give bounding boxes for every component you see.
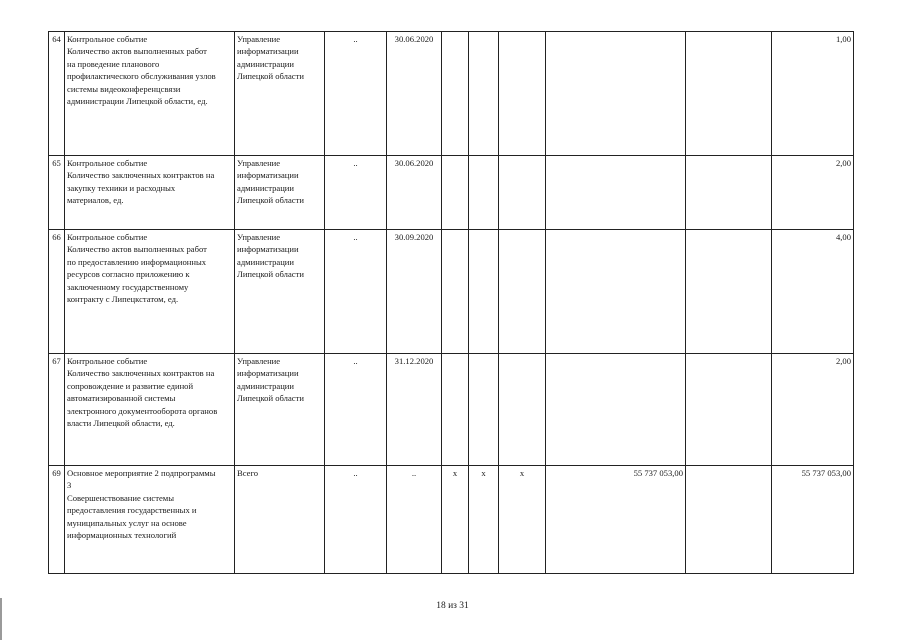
start-date-cell: ..	[325, 156, 387, 230]
description-cell	[65, 466, 235, 574]
description-line: информационных технологий	[67, 530, 177, 541]
end-date-cell: ..	[387, 466, 442, 574]
description-line: администрации Липецкой области, ед.	[67, 96, 208, 107]
description-line: предоставления государственных и	[67, 505, 197, 516]
amount-cell-1	[546, 156, 686, 230]
page-number: 18 из 31	[436, 601, 469, 611]
total-cell: 4,00	[772, 230, 854, 354]
amount-cell-2	[686, 354, 772, 466]
amount-cell-2	[686, 466, 772, 574]
description-line: закупку техники и расходных	[67, 182, 176, 193]
executor-line: администрации	[237, 182, 295, 193]
code-cell-2	[469, 156, 499, 230]
table-row	[49, 354, 854, 466]
description-line: профилактического обслуживания узлов	[67, 71, 216, 82]
description-cell	[65, 354, 235, 466]
end-date-cell: 30.09.2020	[387, 230, 442, 354]
code-cell-2	[469, 230, 499, 354]
description-line: контракту с Липецкстатом, ед.	[67, 294, 179, 305]
description-line: Контрольное событие	[67, 34, 148, 44]
executor-line: администрации	[237, 256, 295, 267]
description-line: власти Липецкой области, ед.	[67, 418, 175, 429]
row-number-cell: 69	[49, 466, 65, 574]
description-line: Основное мероприятие 2 подпрограммы	[67, 468, 216, 478]
description-line: сопровождение и развитие единой	[67, 380, 194, 391]
executor-line: Управление	[237, 158, 281, 168]
description-line: по предоставлению информационных	[67, 256, 207, 267]
total-cell: 55 737 053,00	[772, 466, 854, 574]
executor-line: Липецкой области	[237, 269, 304, 280]
code-cell-3: x	[499, 466, 546, 574]
code-cell-3	[499, 354, 546, 466]
total-cell: 2,00	[772, 354, 854, 466]
executor-line: Управление	[237, 232, 281, 242]
row-number-cell: 66	[49, 230, 65, 354]
amount-cell-2	[686, 230, 772, 354]
description-line: Контрольное событие	[67, 158, 148, 168]
code-cell-1	[442, 230, 469, 354]
table-row	[49, 466, 854, 574]
description-cell	[65, 32, 235, 156]
code-cell-2	[469, 32, 499, 156]
executor-line: администрации	[237, 58, 295, 69]
start-date-cell: ..	[325, 230, 387, 354]
description-line: материалов, ед.	[67, 195, 124, 206]
table-row	[49, 156, 854, 230]
code-cell-2	[469, 354, 499, 466]
executor-line: Управление	[237, 34, 281, 44]
executor-cell	[235, 32, 325, 156]
description-line: Количество актов выполненных работ	[67, 244, 207, 255]
description-line: Совершенствование системы	[67, 492, 174, 503]
executor-line: информатизации	[237, 368, 299, 379]
start-date-cell: ..	[325, 354, 387, 466]
end-date-cell: 31.12.2020	[387, 354, 442, 466]
description-line: 3	[67, 480, 72, 491]
amount-cell-1	[546, 354, 686, 466]
code-cell-1: x	[442, 466, 469, 574]
executor-line: Липецкой области	[237, 195, 304, 206]
description-line: Контрольное событие	[67, 356, 148, 366]
executor-cell	[235, 466, 325, 574]
table-row	[49, 32, 854, 156]
description-line: муниципальных услуг на основе	[67, 517, 187, 528]
description-line: Контрольное событие	[67, 232, 148, 242]
executor-cell	[235, 230, 325, 354]
description-line: заключенному государственному	[67, 281, 189, 292]
row-number-cell: 64	[49, 32, 65, 156]
start-date-cell: ..	[325, 466, 387, 574]
description-line: системы видеоконференцсвязи	[67, 83, 181, 94]
amount-cell-1: 55 737 053,00	[546, 466, 686, 574]
end-date-cell: 30.06.2020	[387, 156, 442, 230]
description-line: Количество заключенных контрактов на	[67, 368, 215, 379]
row-number-cell: 67	[49, 354, 65, 466]
code-cell-2: x	[469, 466, 499, 574]
plan-table	[48, 31, 854, 574]
total-cell: 2,00	[772, 156, 854, 230]
description-line: Количество актов выполненных работ	[67, 46, 207, 57]
executor-line: Липецкой области	[237, 393, 304, 404]
description-line: автоматизированной системы	[67, 393, 176, 404]
executor-cell	[235, 354, 325, 466]
executor-line: информатизации	[237, 46, 299, 57]
code-cell-3	[499, 156, 546, 230]
total-cell: 1,00	[772, 32, 854, 156]
amount-cell-1	[546, 230, 686, 354]
start-date-cell: ..	[325, 32, 387, 156]
description-line: электронного документооборота органов	[67, 405, 218, 416]
description-line: ресурсов согласно приложению к	[67, 269, 190, 280]
code-cell-3	[499, 32, 546, 156]
executor-line: Всего	[237, 468, 259, 478]
description-cell	[65, 230, 235, 354]
end-date-cell: 30.06.2020	[387, 32, 442, 156]
amount-cell-2	[686, 32, 772, 156]
executor-line: Липецкой области	[237, 71, 304, 82]
code-cell-1	[442, 156, 469, 230]
executor-cell	[235, 156, 325, 230]
table-row	[49, 230, 854, 354]
amount-cell-2	[686, 156, 772, 230]
description-line: на проведение планового	[67, 58, 160, 69]
row-number-cell: 65	[49, 156, 65, 230]
executor-line: информатизации	[237, 244, 299, 255]
amount-cell-1	[546, 32, 686, 156]
code-cell-3	[499, 230, 546, 354]
description-cell	[65, 156, 235, 230]
executor-line: Управление	[237, 356, 281, 366]
code-cell-1	[442, 32, 469, 156]
executor-line: информатизации	[237, 170, 299, 181]
code-cell-1	[442, 354, 469, 466]
executor-line: администрации	[237, 380, 295, 391]
description-line: Количество заключенных контрактов на	[67, 170, 215, 181]
